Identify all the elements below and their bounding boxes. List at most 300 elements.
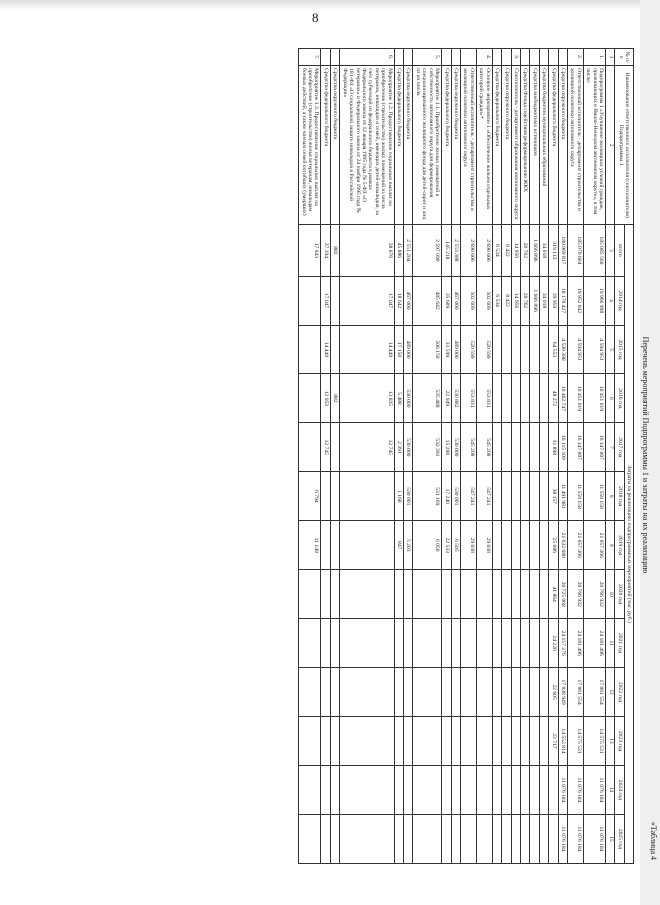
value-cell: 489 000 [451, 325, 460, 374]
row-name-cell: Средства федерального бюджета [442, 66, 451, 225]
row-name-cell: Подпрограмма 1 «Улучшение жилищных условий граждан, проживающих в Ямало-Ненецком автономном округе», в том числе: [583, 66, 605, 225]
row-number-cell: 7. [299, 49, 321, 66]
value-cell: 17 061 554 [568, 668, 584, 717]
value-cell [404, 570, 413, 619]
value-cell: 38 076 [340, 225, 394, 276]
value-cell [404, 668, 413, 717]
value-cell: 11 076 184 [568, 765, 584, 814]
row-number-cell [520, 49, 529, 66]
header-year: 2014 год [615, 276, 624, 325]
value-cell [539, 570, 548, 619]
value-cell [539, 325, 548, 374]
value-cell: 11 076 184 [558, 814, 567, 863]
table-row [394, 49, 403, 864]
row-name-cell: Средства федерального бюджета [549, 66, 558, 225]
value-cell [502, 668, 511, 717]
value-cell: 530 000 [451, 423, 460, 472]
header-group: Затраты на реализацию подпрограммных мероприятий (тыс. руб.) [624, 225, 633, 864]
table-caption: Перечень мероприятий Подпрограммы 1 и затраты на их реализацию [641, 336, 650, 574]
header-total: всего [615, 225, 624, 276]
value-cell [321, 521, 330, 570]
value-cell [492, 325, 501, 374]
value-cell [451, 765, 460, 814]
value-cell: 553 831 [461, 374, 477, 423]
value-cell: 12 953 [321, 374, 330, 423]
row-number-cell [539, 49, 548, 66]
value-cell: 31 898 [549, 423, 558, 472]
value-cell [476, 668, 492, 717]
value-cell: 2 391 [394, 423, 403, 472]
value-cell [330, 619, 339, 668]
value-cell: 38 157 [549, 472, 558, 521]
value-cell [451, 814, 460, 863]
value-cell: 2 698 606 [476, 225, 492, 276]
header-year: 2018 год [615, 472, 624, 521]
column-index-row [606, 49, 615, 864]
value-cell: 24 220 [549, 619, 558, 668]
value-cell: 16 147 007 [583, 423, 605, 472]
value-cell [404, 765, 413, 814]
value-cell [299, 570, 321, 619]
value-cell [442, 668, 451, 717]
row-number-cell [321, 49, 330, 66]
value-cell [442, 717, 451, 766]
value-cell: 21 657 366 [583, 521, 605, 570]
value-cell: 6 534 [492, 276, 501, 325]
row-number-cell [461, 49, 477, 66]
row-name-cell: Средства окружного бюджета [558, 66, 567, 225]
value-cell [539, 472, 548, 521]
table-row [568, 49, 584, 864]
header-year: 2025 год [615, 814, 624, 863]
value-cell: 10 451 019 [568, 374, 584, 423]
value-cell [520, 325, 529, 374]
row-name-cell: Соисполнитель - департамент образования автономного округа [511, 66, 520, 225]
value-cell [330, 325, 339, 374]
value-cell [549, 765, 558, 814]
row-name-cell: Средства окружного бюджета [404, 66, 413, 225]
row-number-cell [492, 49, 501, 66]
value-cell [492, 668, 501, 717]
value-cell [539, 374, 548, 423]
row-number-cell [394, 49, 403, 66]
value-cell [511, 374, 520, 423]
row-number-cell: 3. [511, 49, 520, 66]
row-number-cell: 2. [568, 49, 584, 66]
value-cell [539, 619, 548, 668]
value-cell: 847 [394, 521, 403, 570]
value-cell: 8 422 [502, 276, 511, 325]
value-cell [340, 814, 394, 863]
column-index: 7 [606, 423, 615, 472]
value-cell: 20 766 932 [568, 570, 584, 619]
value-cell [461, 570, 477, 619]
value-cell: 532 391 [413, 423, 442, 472]
row-name-cell: Средства окружного бюджета [330, 66, 339, 225]
column-index: 4 [606, 276, 615, 325]
table-body [299, 49, 606, 864]
value-cell: 17 240 [442, 472, 451, 521]
row-number-cell [530, 49, 539, 66]
value-cell: 530 000 [404, 374, 413, 423]
value-cell [476, 570, 492, 619]
table-row [502, 49, 511, 864]
value-cell: 16 115 109 [558, 423, 567, 472]
value-cell: 11 076 184 [583, 765, 605, 814]
value-cell [502, 765, 511, 814]
value-cell: 8 422 [502, 225, 511, 276]
value-cell [520, 814, 529, 863]
value-cell [530, 521, 539, 570]
value-cell [461, 619, 477, 668]
header-year: 2022 год [615, 668, 624, 717]
table-row [461, 49, 477, 864]
row-number-cell [404, 49, 413, 66]
value-cell: 185 070 604 [568, 225, 584, 276]
table-row [476, 49, 492, 864]
value-cell: 11 149 [299, 521, 321, 570]
value-cell: 41 864 [549, 570, 558, 619]
value-cell: 22 949 [442, 374, 451, 423]
value-cell [511, 765, 520, 814]
value-cell [299, 276, 321, 325]
column-index: 5 [606, 325, 615, 374]
value-cell: 5 203 [404, 521, 413, 570]
row-name-cell: Мероприятие 1.2. Предоставление социальных выплат на приобретение (строительство) жилых помещений из числа ветеранов, инвалидов и семей, имеющих детей-инвалидов, за счёт субвенций из федерального бюджета в рамках Федерального закона от 12 января 1995 года № 5-ФЗ «О ветеранах» и Федерального закона от 24 ноября 1995 года № 181-ФЗ «О социальной защите инвалидов в Российской Федерации» [340, 66, 394, 225]
value-cell: 14 575 531 [583, 717, 605, 766]
column-index: 11 [606, 619, 615, 668]
column-index: 15 [606, 814, 615, 863]
value-cell [330, 472, 339, 521]
value-cell: 145 218 [442, 225, 451, 276]
value-cell: 485 642 [413, 276, 442, 325]
value-cell [394, 814, 403, 863]
value-cell [520, 717, 529, 766]
value-cell [530, 619, 539, 668]
value-cell [476, 717, 492, 766]
value-cell: 2 551 204 [404, 225, 413, 276]
value-cell [492, 570, 501, 619]
value-cell: 34 018 [539, 225, 548, 276]
value-cell: 14 449 [340, 325, 394, 374]
row-number-cell [451, 49, 460, 66]
value-cell [511, 423, 520, 472]
value-cell [502, 814, 511, 863]
value-cell: 530 882 [451, 374, 460, 423]
value-cell [330, 765, 339, 814]
value-cell [413, 619, 442, 668]
value-cell: 21 632 680 [558, 521, 567, 570]
value-cell: 2 698 606 [461, 225, 477, 276]
column-index: 8 [606, 472, 615, 521]
table-row [492, 49, 501, 864]
value-cell [520, 374, 529, 423]
value-cell [340, 472, 394, 521]
column-index: 13 [606, 717, 615, 766]
header-year: 2015 год [615, 325, 624, 374]
value-cell [539, 765, 548, 814]
value-cell: 5 488 [394, 374, 403, 423]
value-cell [492, 814, 501, 863]
value-cell: 21 657 366 [568, 521, 584, 570]
value-cell: 11 491 981 [558, 472, 567, 521]
table-row [330, 49, 339, 864]
value-cell [413, 668, 442, 717]
value-cell: 6 794 [299, 472, 321, 521]
value-cell: 2 553 388 [451, 225, 460, 276]
value-cell [539, 521, 548, 570]
value-cell: 6 505 [451, 521, 460, 570]
value-cell [299, 374, 321, 423]
expenditure-table [298, 48, 634, 864]
value-cell: 13 835 [340, 374, 394, 423]
table-row [404, 49, 413, 864]
value-cell: 24 157 276 [558, 619, 567, 668]
row-name-cell: Средства федерального бюджета [321, 66, 330, 225]
value-cell [340, 765, 394, 814]
value-cell: 10 402 747 [558, 374, 567, 423]
value-cell [404, 717, 413, 766]
value-cell: 489 000 [404, 325, 413, 374]
value-cell: 17 047 [321, 276, 330, 325]
value-cell: 502 609 [476, 276, 492, 325]
value-cell: 14 956 [511, 276, 520, 325]
value-cell [549, 814, 558, 863]
header-year: 2016 год [615, 374, 624, 423]
value-cell: 4 594 951 [583, 325, 605, 374]
value-cell [492, 765, 501, 814]
value-cell [530, 423, 539, 472]
value-cell: 17 061 554 [583, 668, 605, 717]
value-cell: 17 150 [394, 325, 403, 374]
value-cell: 22 717 [549, 717, 558, 766]
value-cell: 11 076 184 [583, 814, 605, 863]
value-cell: 2 597 090 [413, 225, 442, 276]
table-row [558, 49, 567, 864]
value-cell [404, 619, 413, 668]
value-cell [321, 570, 330, 619]
value-cell [476, 765, 492, 814]
value-cell: 6 534 [492, 225, 501, 276]
column-index: 1 [606, 49, 615, 66]
value-cell [520, 668, 529, 717]
value-cell [520, 472, 529, 521]
value-cell [530, 814, 539, 863]
value-cell: 64 553 [549, 325, 558, 374]
column-index: 12 [606, 668, 615, 717]
table-row [442, 49, 451, 864]
rotated-table-page [100, 40, 660, 870]
value-cell: 14 449 [321, 325, 330, 374]
value-cell: 882 [330, 374, 339, 423]
value-cell: 12 745 [321, 423, 330, 472]
value-cell: 467 000 [451, 276, 460, 325]
row-number-cell [549, 49, 558, 66]
value-cell [502, 325, 511, 374]
value-cell: 24 181 496 [583, 619, 605, 668]
value-cell: 530 000 [404, 423, 413, 472]
value-cell [299, 325, 321, 374]
value-cell [502, 619, 511, 668]
value-cell: 4 594 951 [568, 325, 584, 374]
value-cell [539, 423, 548, 472]
value-cell [404, 814, 413, 863]
value-cell: 16 147 007 [568, 423, 584, 472]
value-cell [442, 619, 451, 668]
row-name-cell: Мероприятие 1.1. Приобретение жилых помещений в собственность автономного округа для формирования специализированного жилищного фонда для детей-сирот и лиц из их числа [413, 66, 442, 225]
value-cell [442, 765, 451, 814]
value-cell: 185 085 560 [583, 225, 605, 276]
table-row [539, 49, 548, 864]
column-index: 6 [606, 374, 615, 423]
value-cell: 14 575 531 [568, 717, 584, 766]
value-cell [330, 717, 339, 766]
value-cell [502, 717, 511, 766]
row-number-cell [502, 49, 511, 66]
scan-edge [0, 0, 640, 10]
row-name-cell: Средства бюджетов муниципальных образований [539, 66, 548, 225]
value-cell [451, 619, 460, 668]
value-cell: 34 018 [539, 276, 548, 325]
value-cell: 11 550 158 [568, 472, 584, 521]
value-cell [299, 717, 321, 766]
value-cell: 520 599 [461, 325, 477, 374]
value-cell [511, 325, 520, 374]
value-cell: 547 241 [461, 472, 477, 521]
value-cell [530, 374, 539, 423]
value-cell [451, 570, 460, 619]
value-cell [511, 814, 520, 863]
value-cell [330, 814, 339, 863]
column-index: 10 [606, 570, 615, 619]
table-label: «Таблица 4 [649, 821, 658, 860]
value-cell [321, 814, 330, 863]
value-cell: 17 943 [299, 225, 321, 276]
value-cell [530, 570, 539, 619]
value-cell: 11 076 184 [558, 765, 567, 814]
value-cell [511, 521, 520, 570]
value-cell: 11 550 158 [583, 472, 605, 521]
value-cell [530, 472, 539, 521]
value-cell [299, 619, 321, 668]
value-cell [511, 717, 520, 766]
value-cell: 882 [330, 225, 339, 276]
value-cell [413, 814, 442, 863]
column-index: 3 [606, 225, 615, 276]
value-cell [321, 619, 330, 668]
value-cell [413, 570, 442, 619]
value-cell [511, 472, 520, 521]
value-cell: 24 181 496 [568, 619, 584, 668]
value-cell [330, 668, 339, 717]
value-cell: 29 038 [476, 521, 492, 570]
table-row [583, 49, 605, 864]
value-cell [340, 668, 394, 717]
value-cell [394, 570, 403, 619]
row-name-cell: Средства федерального бюджета [394, 66, 403, 225]
value-cell [520, 765, 529, 814]
value-cell: 10 451 019 [583, 374, 605, 423]
header-year: 2017 год [615, 423, 624, 472]
header-year: 2020 год [615, 570, 624, 619]
value-cell [511, 619, 520, 668]
row-number-cell: 6. [340, 49, 394, 66]
row-number-cell: 1. [583, 49, 605, 66]
value-cell: 20 762 [520, 276, 529, 325]
value-cell: 20 762 [520, 225, 529, 276]
value-cell [511, 570, 520, 619]
value-cell [442, 814, 451, 863]
table-row [340, 49, 394, 864]
page-number: 8 [312, 10, 319, 25]
value-cell [340, 521, 394, 570]
value-cell [330, 423, 339, 472]
value-cell: 45 886 [394, 225, 403, 276]
table-row [299, 49, 321, 864]
table-row [451, 49, 460, 864]
value-cell: 6 050 [413, 521, 442, 570]
value-cell: 553 831 [476, 374, 492, 423]
value-cell [502, 570, 511, 619]
value-cell [321, 668, 330, 717]
header-num: № п/п [615, 49, 634, 66]
value-cell [502, 521, 511, 570]
header-name: Наименование ответственного исполнителя (соисполнителя) Подпрограммы 1 [615, 66, 634, 225]
value-cell [511, 668, 520, 717]
value-cell: 14 956 [511, 225, 520, 276]
row-number-cell [442, 49, 451, 66]
value-cell: 29 038 [461, 521, 477, 570]
header-year: 2023 год [615, 717, 624, 766]
value-cell [530, 668, 539, 717]
value-cell [321, 765, 330, 814]
value-cell: 25 086 [549, 521, 558, 570]
value-cell: 18 170 427 [558, 276, 567, 325]
value-cell [492, 717, 501, 766]
value-cell [394, 668, 403, 717]
value-cell: 1 666 896 [530, 225, 539, 276]
value-cell: 19 966 998 [583, 276, 605, 325]
value-cell: 20 725 068 [558, 570, 567, 619]
row-name-cell: Средства окружного бюджета [451, 66, 460, 225]
value-cell [492, 521, 501, 570]
value-cell [520, 619, 529, 668]
row-name-cell: Основное мероприятие 1 «Обеспечение жильем отдельных категорий граждан»* [476, 66, 492, 225]
table-row [530, 49, 539, 864]
value-cell [530, 717, 539, 766]
value-cell [461, 814, 477, 863]
row-name-cell: Мероприятие 1.3. Предоставление социальных выплат на приобретение (строительство) жилья ветеранам, инвалидам боевых действий, а также членам семей погибших (умерших) [299, 66, 321, 225]
value-cell [451, 668, 460, 717]
value-cell [461, 765, 477, 814]
value-cell [321, 717, 330, 766]
value-cell [539, 717, 548, 766]
value-cell [492, 423, 501, 472]
value-cell [330, 521, 339, 570]
value-cell [442, 570, 451, 619]
value-cell [299, 814, 321, 863]
value-cell [413, 765, 442, 814]
column-index: 14 [606, 765, 615, 814]
table-row [520, 49, 529, 864]
value-cell: 1 666 896 [530, 276, 539, 325]
value-cell: 547 241 [476, 472, 492, 521]
value-cell [413, 717, 442, 766]
value-cell: 180 969 817 [558, 225, 567, 276]
value-cell: 12 745 [340, 423, 394, 472]
value-cell [520, 570, 529, 619]
value-cell: 17 047 [340, 276, 394, 325]
